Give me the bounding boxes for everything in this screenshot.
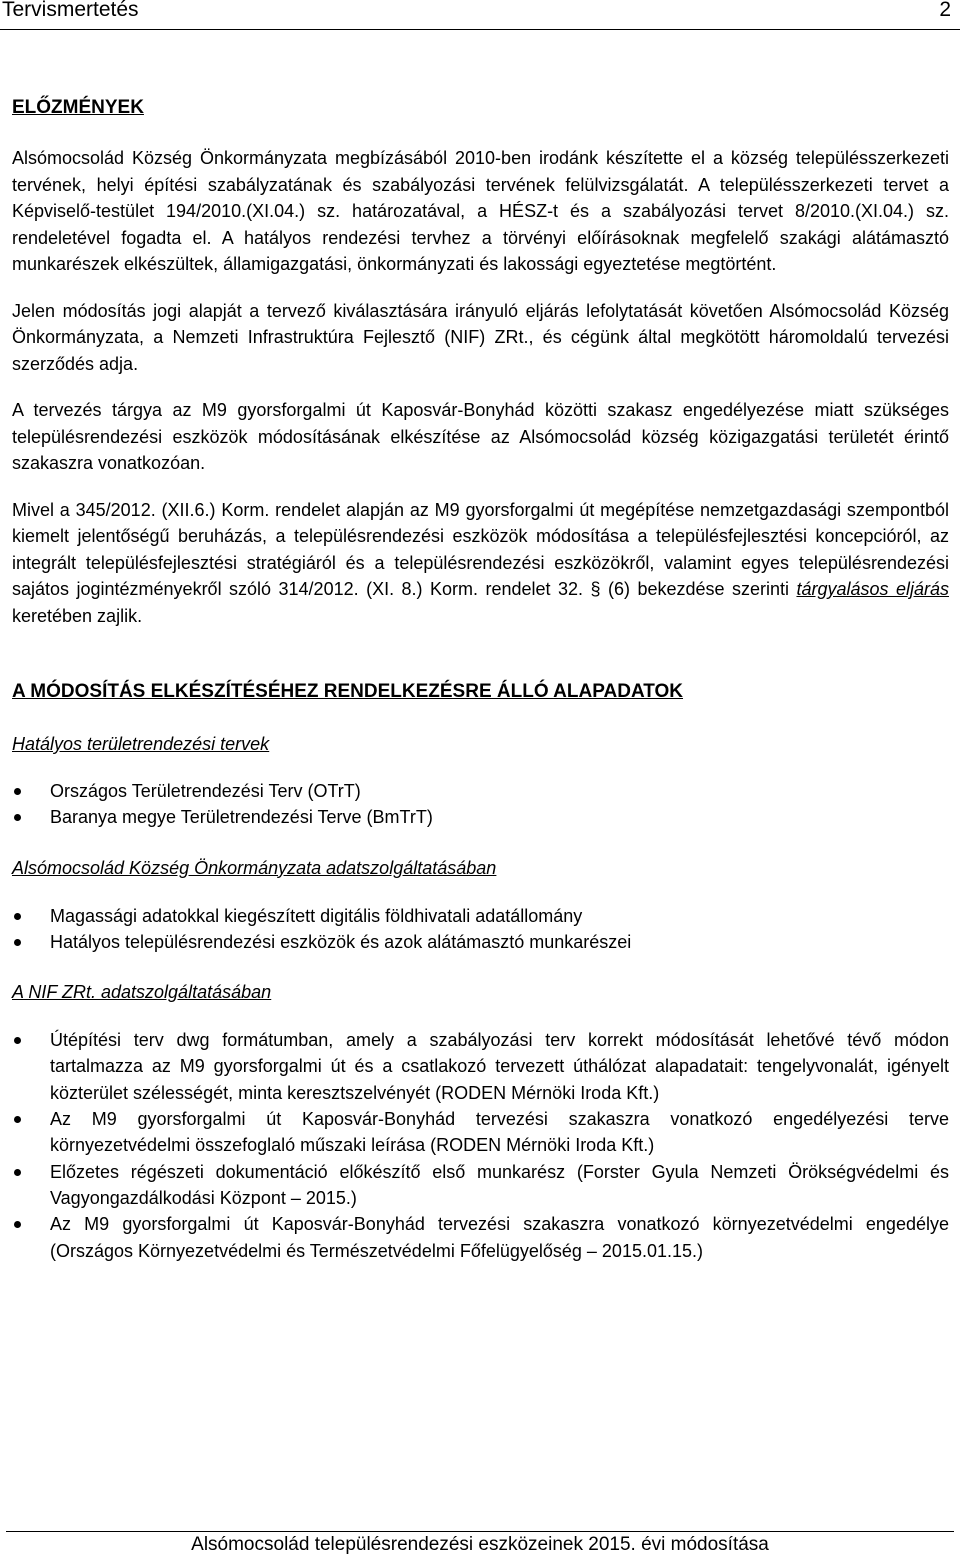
list-item: Országos Területrendezési Terv (OTrT) <box>12 778 949 804</box>
footer-rule <box>6 1531 954 1532</box>
subheading-text: Alsómocsolád Község Önkormányzata adatszolgáltatásában <box>12 857 497 878</box>
subheading-nif-adatszolgaltatas <box>12 979 949 1005</box>
paragraph-3: A tervezés tárgya az M9 gyorsforgalmi út Kaposvár-Bonyhád közötti szakasz engedélyezése miatt szükséges településrendezési eszközök módosításának elkészítése az Alsómocsolád község közigazgatási területét érintő szakaszra vonatkozóan. <box>12 400 949 473</box>
subheading-text: A NIF ZRt. adatszolgáltatásában <box>12 982 272 1003</box>
header-rule <box>0 29 960 30</box>
emphasis-targyalasos-eljaras: tárgyalásos eljárás <box>796 579 949 599</box>
header-title: Tervismertetés <box>2 0 139 21</box>
list-teruletrendezesi-tervek <box>12 778 949 831</box>
section-heading-elozmenyek: ELŐZMÉNYEK <box>12 97 144 118</box>
page-footer: Alsómocsolád településrendezési eszközeinek 2015. évi módosítása <box>191 1534 769 1555</box>
list-item: Magassági adatokkal kiegészített digitális földhivatali adatállomány <box>12 903 949 929</box>
subheading-teruletrendezesi-tervek <box>12 731 949 757</box>
list-item: Útépítési terv dwg formátumban, amely a szabályozási terv korrekt módosítását lehetővé tévő módon tartalmazza az M9 gyorsforgalmi út és a csatlakozó tervezett úthálózat alapadatait: tengelyvonalát, igényelt közterület szélességét, minta keresztszelvényét (RODEN Mérnöki Iroda Kft.) <box>12 1027 949 1106</box>
paragraph-4-text: Mivel a 345/2012. (XII.6.) Korm. rendelet alapján az M9 gyorsforgalmi út megépítése nemzetgazdasági szempontból kiemelt jelentőségű beruházás, a településrendezési eszközök módosítása a településfejlesztési koncepcióról, az integrált településfejlesztési stratégiáról és a településrendezési eszközökről, valamint egyes településrendezési sajátos jogintézményekről szóló 314/2012. (XI. 8.) Korm. rendelet 32. § (6) bekezdése szerinti <box>12 499 949 599</box>
list-item: Baranya megye Területrendezési Terve (BmTrT) <box>12 804 949 830</box>
list-item: Az M9 gyorsforgalmi út Kaposvár-Bonyhád tervezési szakaszra vonatkozó környezetvédelmi engedélye (Országos Környezetvédelmi és Természetvédelmi Főfelügyelőség – 2015.01.15.) <box>12 1211 949 1264</box>
paragraph-4-end: keretében zajlik. <box>12 605 143 626</box>
subheading-onkormanyzat-adatszolgaltatas <box>12 855 949 881</box>
list-nif-adatszolgaltatas <box>12 1027 949 1264</box>
page-number: 2 <box>939 0 951 21</box>
list-item: Hatályos településrendezési eszközök és azok alátámasztó munkarészei <box>12 929 949 955</box>
list-onkormanyzat-adatszolgaltatas <box>12 903 949 956</box>
list-item: Előzetes régészeti dokumentáció előkészítő első munkarész (Forster Gyula Nemzeti Örökségvédelmi és Vagyongazdálkodási Központ – 2015.) <box>12 1159 949 1212</box>
page-header <box>0 0 960 32</box>
paragraph-2: Jelen módosítás jogi alapját a tervező kiválasztására irányuló eljárás lefolytatását követően Alsómocsolád Község Önkormányzata, a Nemzeti Infrastruktúra Fejlesztő (NIF) ZRt., és cégünk által megkötött háromoldalú tervezési szerződés adja. <box>12 300 949 374</box>
list-item: Az M9 gyorsforgalmi út Kaposvár-Bonyhád tervezési szakaszra vonatkozó engedélyezési terve környezetvédelmi összefoglaló műszaki leírása (RODEN Mérnöki Iroda Kft.) <box>12 1106 949 1159</box>
subheading-text: Hatályos területrendezési tervek <box>12 734 270 754</box>
section-heading-alapadatok: A MÓDOSÍTÁS ELKÉSZÍTÉSÉHEZ RENDELKEZÉSRE ÁLLÓ ALAPADATOK <box>12 681 684 702</box>
paragraph-1: Alsómocsolád Község Önkormányzata megbízásából 2010-ben irodánk készítette el a község településszerkezeti tervének, helyi építési szabályzatának és szabályozási tervének felülvizsgálatát. A településszerkezeti tervet a Képviselő-testület 194/2010.(XI.04.) sz. határozatával, a HÉSZ-t és a szabályozási tervet 8/2010.(XI.04.) sz. rendeletével fogadta el. A hatályos rendezési tervhez a törvényi előírásoknak megfelelő szakági alátámasztó munkarészek elkészültek, államigazgatási, önkormányzati és lakossági egyeztetése megtörtént. <box>12 148 949 274</box>
document-body <box>12 94 949 1264</box>
paragraph-4 <box>12 497 949 630</box>
